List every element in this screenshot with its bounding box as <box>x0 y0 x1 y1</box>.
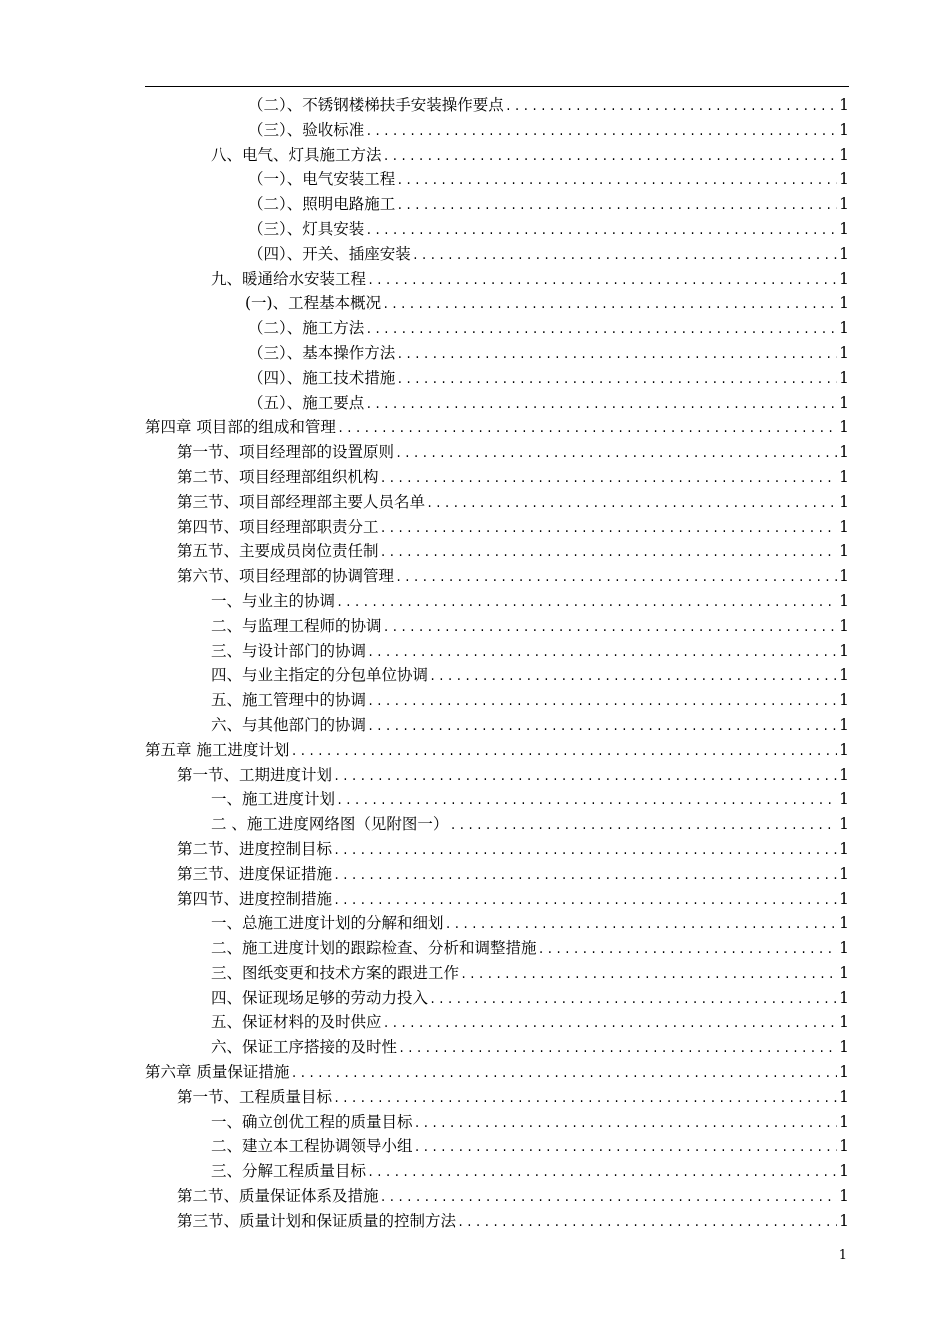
toc-entry-page: 1 <box>839 170 849 189</box>
toc-entry-title: 第四节、进度控制措施 <box>177 889 333 908</box>
toc-entry[interactable] <box>145 688 849 713</box>
toc-entry-title: 第四节、项目经理部职责分工 <box>177 517 379 536</box>
dot-leader <box>290 1062 837 1087</box>
toc-entry-page: 1 <box>839 790 849 809</box>
toc-entry[interactable] <box>145 911 849 936</box>
dot-leader <box>333 839 837 864</box>
dot-leader <box>336 789 837 814</box>
dot-leader <box>395 566 837 591</box>
toc-entry-title: 第六节、项目经理部的协调管理 <box>177 567 395 586</box>
toc-entry[interactable] <box>145 787 849 812</box>
toc-entry-page: 1 <box>839 1162 849 1181</box>
toc-entry-title: 第三节、质量计划和保证质量的控制方法 <box>177 1211 457 1230</box>
toc-entry-title: 第二节、项目经理部组织机构 <box>177 467 379 486</box>
toc-entry[interactable] <box>145 763 849 788</box>
dot-leader <box>333 864 837 889</box>
toc-entry-page: 1 <box>839 864 849 883</box>
dot-leader <box>445 913 838 938</box>
toc-entry-title: （四）、施工技术措施 <box>248 368 396 387</box>
toc-entry[interactable] <box>145 415 849 440</box>
dot-leader <box>396 343 837 368</box>
toc-entry[interactable] <box>145 614 849 639</box>
dot-leader <box>383 1012 838 1037</box>
toc-entry[interactable] <box>145 1035 849 1060</box>
toc-entry-title: 第五章 施工进度计划 <box>145 740 290 759</box>
header-rule <box>145 86 849 87</box>
dot-leader <box>505 95 837 120</box>
dot-leader <box>367 690 837 715</box>
toc-entry-page: 1 <box>839 319 849 338</box>
toc-entry-page: 1 <box>839 963 849 982</box>
toc-entry-title: 一、总施工进度计划的分解和细划 <box>211 914 444 933</box>
page-number: 1 <box>838 1248 847 1263</box>
dot-leader <box>457 1211 837 1236</box>
toc-entry[interactable] <box>145 564 849 589</box>
toc-entry[interactable] <box>145 267 849 292</box>
toc-entry-title: 三、与设计部门的协调 <box>211 641 367 660</box>
dot-leader <box>333 1087 837 1112</box>
toc-entry-title: 八、电气、灯具施工方法 <box>211 145 382 164</box>
dot-leader <box>396 169 837 194</box>
toc-entry[interactable] <box>145 490 849 515</box>
toc-entry-page: 1 <box>839 1187 849 1206</box>
dot-leader <box>414 1136 838 1161</box>
toc-entry-page: 1 <box>839 1137 849 1156</box>
toc-entry-page: 1 <box>839 889 849 908</box>
dot-leader <box>380 517 838 542</box>
dot-leader <box>380 1186 838 1211</box>
toc-entry-title: 二、与监理工程师的协调 <box>211 616 382 635</box>
toc-entry[interactable] <box>145 391 849 416</box>
dot-leader <box>395 442 837 467</box>
dot-leader <box>365 318 837 343</box>
dot-leader <box>367 715 837 740</box>
toc-entry-title: （三）、基本操作方法 <box>248 343 396 362</box>
toc-entry[interactable] <box>145 713 849 738</box>
dot-leader <box>398 1037 837 1062</box>
toc-entry-page: 1 <box>839 145 849 164</box>
dot-leader <box>396 194 837 219</box>
toc-entry-title: 一、与业主的协调 <box>211 591 336 610</box>
toc-entry-title: 二、施工进度计划的跟踪检查、分析和调整措施 <box>211 939 537 958</box>
toc-entry-page: 1 <box>839 715 849 734</box>
toc-entry-page: 1 <box>839 815 849 834</box>
toc-entry-page: 1 <box>839 765 849 784</box>
toc-entry-page: 1 <box>839 591 849 610</box>
toc-entry[interactable] <box>145 93 849 118</box>
toc-entry-page: 1 <box>839 1211 849 1230</box>
toc-entry-page: 1 <box>839 492 849 511</box>
toc-entry[interactable] <box>145 143 849 168</box>
toc-entry[interactable] <box>145 1159 849 1184</box>
dot-leader <box>412 244 837 269</box>
toc-entry-title: （二）、施工方法 <box>248 319 365 338</box>
toc-entry-title: （三）、验收标准 <box>248 120 365 139</box>
toc-entry-title: 五、施工管理中的协调 <box>211 691 367 710</box>
toc-entry-title: 二、建立本工程协调领导小组 <box>211 1137 413 1156</box>
toc-entry-title: （二）、照明电路施工 <box>248 195 396 214</box>
toc-entry[interactable] <box>145 539 849 564</box>
toc-entry[interactable] <box>145 1134 849 1159</box>
dot-leader <box>365 393 837 418</box>
dot-leader <box>383 616 838 641</box>
dot-leader <box>380 467 838 492</box>
toc-entry-title: 第一节、项目经理部的设置原则 <box>177 443 395 462</box>
toc-entry[interactable] <box>145 465 849 490</box>
toc-entry[interactable] <box>145 936 849 961</box>
toc-entry[interactable] <box>145 738 849 763</box>
toc-entry-page: 1 <box>839 666 849 685</box>
toc-entry-page: 1 <box>839 1087 849 1106</box>
toc-entry-title: 六、与其他部门的协调 <box>211 715 367 734</box>
toc-entry-title: 第一节、工期进度计划 <box>177 765 333 784</box>
dot-leader <box>367 269 837 294</box>
toc-entry[interactable] <box>145 1060 849 1085</box>
toc-entry-title: 第二节、质量保证体系及措施 <box>177 1187 379 1206</box>
dot-leader <box>414 1112 838 1137</box>
toc-entry-page: 1 <box>839 567 849 586</box>
toc-entry[interactable] <box>145 887 849 912</box>
toc-entry[interactable] <box>145 291 849 316</box>
toc-entry[interactable] <box>145 167 849 192</box>
dot-leader <box>426 492 837 517</box>
toc-entry-page: 1 <box>839 120 849 139</box>
toc-entry[interactable] <box>145 862 849 887</box>
toc-entry-page: 1 <box>839 1112 849 1131</box>
toc-entry[interactable] <box>145 316 849 341</box>
toc-entry-page: 1 <box>839 988 849 1007</box>
dot-leader <box>380 541 838 566</box>
toc-entry[interactable] <box>145 217 849 242</box>
dot-leader <box>365 219 837 244</box>
toc-entry[interactable] <box>145 1085 849 1110</box>
toc-entry-page: 1 <box>839 542 849 561</box>
dot-leader <box>382 293 837 318</box>
toc-entry[interactable] <box>145 1184 849 1209</box>
toc-entry-title: 第五节、主要成员岗位责任制 <box>177 542 379 561</box>
toc-entry-page: 1 <box>839 914 849 933</box>
toc-entry-title: 第六章 质量保证措施 <box>145 1063 290 1082</box>
dot-leader <box>290 740 837 765</box>
toc-entry[interactable] <box>145 341 849 366</box>
toc-entry-title: 第四章 项目部的组成和管理 <box>145 418 336 437</box>
toc-entry-title: 二 、施工进度网络图（见附图一） <box>211 815 449 834</box>
toc-entry[interactable] <box>145 986 849 1011</box>
toc-entry-title: 三、图纸变更和技术方案的跟进工作 <box>211 963 460 982</box>
toc-entry-title: 六、保证工序搭接的及时性 <box>211 1038 398 1057</box>
toc-entry-title: 第三节、进度保证措施 <box>177 864 333 883</box>
toc-entry-page: 1 <box>839 839 849 858</box>
toc-entry[interactable] <box>145 1110 849 1135</box>
toc-entry[interactable] <box>145 192 849 217</box>
toc-entry[interactable] <box>145 589 849 614</box>
toc-entry[interactable] <box>145 440 849 465</box>
toc-entry-page: 1 <box>839 269 849 288</box>
dot-leader <box>333 765 837 790</box>
toc-entry[interactable] <box>145 515 849 540</box>
dot-leader <box>460 963 837 988</box>
toc-entry-title: 四、与业主指定的分包单位协调 <box>211 666 429 685</box>
toc-entry-page: 1 <box>839 1063 849 1082</box>
toc-entry-title: 一、施工进度计划 <box>211 790 336 809</box>
toc-entry-title: 三、分解工程质量目标 <box>211 1162 367 1181</box>
dot-leader <box>367 641 837 666</box>
toc-entry-title: 四、保证现场足够的劳动力投入 <box>211 988 429 1007</box>
toc-entry-title: 第三节、项目部经理部主要人员名单 <box>177 492 426 511</box>
toc-entry-page: 1 <box>839 691 849 710</box>
toc-entry-title: 第二节、进度控制目标 <box>177 839 333 858</box>
toc-entry-title: 一、确立创优工程的质量目标 <box>211 1112 413 1131</box>
dot-leader <box>449 814 837 839</box>
toc-entry-title: （五）、施工要点 <box>248 393 365 412</box>
toc-entry-page: 1 <box>839 294 849 313</box>
toc-entry-page: 1 <box>839 96 849 114</box>
toc-entry-page: 1 <box>839 393 849 412</box>
toc-entry-page: 1 <box>839 244 849 263</box>
toc-entry-title: （一）、电气安装工程 <box>248 170 396 189</box>
toc-entry-page: 1 <box>839 1013 849 1032</box>
dot-leader <box>538 938 838 963</box>
toc-entry-page: 1 <box>839 219 849 238</box>
toc-entry[interactable] <box>145 812 849 837</box>
dot-leader <box>429 988 837 1013</box>
toc-entry-title: （二）、不锈钢楼梯扶手安装操作要点 <box>248 96 504 114</box>
toc-entry-page: 1 <box>839 467 849 486</box>
toc-entry-title: (一)、工程基本概况 <box>245 294 382 313</box>
toc-entry-page: 1 <box>839 368 849 387</box>
toc-entry-page: 1 <box>839 616 849 635</box>
toc-entry-page: 1 <box>839 418 849 437</box>
toc-entry[interactable] <box>145 1010 849 1035</box>
toc-entry[interactable] <box>145 837 849 862</box>
toc-entry[interactable] <box>145 639 849 664</box>
dot-leader <box>367 1161 837 1186</box>
toc-entry[interactable] <box>145 366 849 391</box>
table-of-contents <box>145 93 849 1234</box>
toc-entry[interactable] <box>145 1209 849 1234</box>
dot-leader <box>396 368 837 393</box>
dot-leader <box>383 145 838 170</box>
toc-entry-page: 1 <box>839 195 849 214</box>
dot-leader <box>333 889 837 914</box>
toc-entry-page: 1 <box>839 517 849 536</box>
toc-entry-title: 五、保证材料的及时供应 <box>211 1013 382 1032</box>
toc-entry-title: （四）、开关、插座安装 <box>248 244 411 263</box>
toc-entry-page: 1 <box>839 343 849 362</box>
toc-entry[interactable] <box>145 663 849 688</box>
toc-entry[interactable] <box>145 118 849 143</box>
toc-entry-title: （三）、灯具安装 <box>248 219 365 238</box>
dot-leader <box>337 417 837 442</box>
dot-leader <box>336 591 837 616</box>
toc-entry-page: 1 <box>839 939 849 958</box>
toc-entry-page: 1 <box>839 1038 849 1057</box>
toc-entry-page: 1 <box>839 641 849 660</box>
toc-entry-title: 第一节、工程质量目标 <box>177 1087 333 1106</box>
toc-entry[interactable] <box>145 961 849 986</box>
dot-leader <box>365 120 837 145</box>
toc-entry-title: 九、暖通给水安装工程 <box>211 269 367 288</box>
toc-entry-page: 1 <box>839 740 849 759</box>
toc-entry[interactable] <box>145 242 849 267</box>
toc-entry-page: 1 <box>839 443 849 462</box>
dot-leader <box>429 665 837 690</box>
